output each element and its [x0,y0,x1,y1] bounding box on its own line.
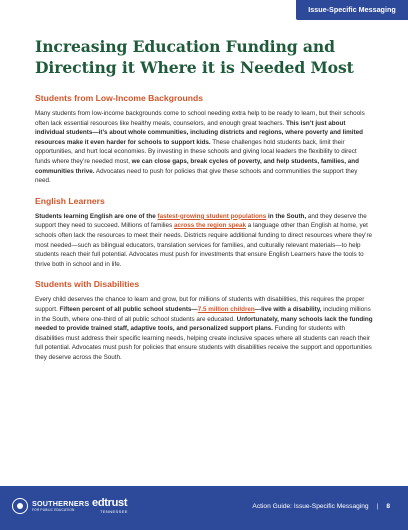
link-million-children[interactable]: 7.5 million children [197,305,255,313]
section-paragraph [35,212,373,270]
footer-page-info [252,501,390,513]
section-heading: English Learners [35,195,105,206]
section-low-income [35,93,373,186]
section-disabilities [35,279,373,362]
section-heading: Students from Low-Income Backgrounds [35,93,204,103]
body-text: and they deserve the support they need to succeed. Millions of families [35,212,367,230]
bold-text: in the South, [266,212,307,220]
logo-name: edtrust [92,497,128,509]
page-title: Increasing Education Funding and Directing it Where it is Needed Most [35,37,354,77]
body-text: Many students from low-income backgrounds come to school needing extra help to be ready to learn, but their schools often lack essential resources like healthy meals, counselors, and enough great teachers. [35,110,365,127]
bold-text: —live with a disability, [254,305,322,313]
body-text: a language other than English at home, yet schools often lack the resources to meet their needs. Districts require additional funding to direct resources where they’re most needed—such as bilingual educators, translation services for families, and culturally relevant materials—to help students reach their full potential. Advocates must push for investments that ensure English Learners have the tools to thrive both in school and in life. [35,222,373,268]
guide-label: Action Guide: Issue-Specific Messaging [252,503,369,510]
body-text: Advocates need to push for policies that give these schools and communities the support they need. [35,167,358,185]
body-text: These challenges hold students back, limit their opportunities, and hurt local economies. By investing in these schools and giving local leaders the flexibility to direct funds where they’re needed most, [35,138,357,165]
link-across-region[interactable]: across the region speak [173,222,247,230]
section-paragraph [35,295,373,362]
footer [0,486,408,530]
bold-text: we can close gaps, break cycles of poverty, and help students, families, and communities thrive. [35,157,359,175]
bold-text: Fifteen percent of all public school students— [59,305,198,313]
main-content [35,93,373,372]
edtrust-logo [92,497,128,514]
link-fastest-growing[interactable]: fastest-growing student populations [157,212,267,220]
page-number: 8 [386,503,390,510]
section-heading: Students with Disabilities [35,279,140,290]
southerners-logo [12,498,89,514]
bold-text: Unfortunately, many schools lack the funding needed to provide trained staff, adaptive tools, and personalized support plans. [35,315,373,333]
logo-name: SOUTHERNERS [32,499,90,508]
body-text: including millions in the South, where one-third of all public school students are educated. [35,305,371,323]
section-english-learners [35,196,373,270]
bold-text: Students learning English are one of the [35,212,158,220]
section-tag: Issue-Specific Messaging [296,0,408,20]
body-text: Funding for students with disabilities must address their specific learning needs, helping create inclusive spaces where all students can reach their full potential. Advocates must push for policies that ensure students with disabilities receive the support and opportunities they deserve across the South. [35,325,372,361]
logo-subtitle: FOR PUBLIC EDUCATION [32,508,75,512]
seal-icon [12,498,28,514]
logo-subtitle: TENNESSEE [100,509,128,514]
section-paragraph [35,109,373,186]
body-text: Every child deserves the chance to learn and grow, but for millions of students with disabilities, this requires the proper support. [35,296,365,313]
footer-separator: | [376,503,379,510]
bold-text: This isn’t just about individual students—it’s about whole communities, including districts and regions, where poverty and limited resources make it even harder for schools to support kids. [35,119,363,146]
